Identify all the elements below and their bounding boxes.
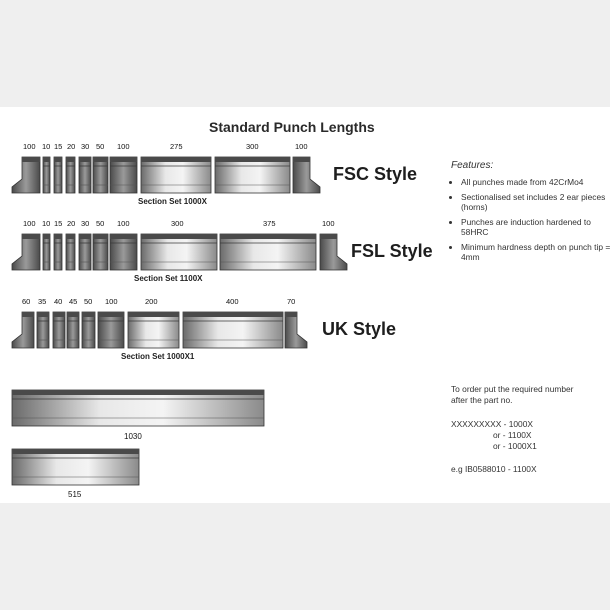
set-label: Section Set 1000X <box>138 197 207 206</box>
order-intro: To order put the required number after the part no. <box>451 384 574 405</box>
length-label: 100 <box>23 219 36 228</box>
feature-item: • Minimum hardness depth on punch tip = 4mm <box>461 242 610 263</box>
features-list <box>451 177 610 263</box>
order-example: e.g IB0588010 - 1100X <box>451 464 537 474</box>
length-label: 100 <box>295 142 308 151</box>
length-label: 60 <box>22 297 31 306</box>
punch-segment <box>66 157 75 193</box>
punch-segment <box>54 157 62 193</box>
length-label: 275 <box>170 142 183 151</box>
punch-segment <box>110 234 137 270</box>
style-name: FSC Style <box>333 164 418 184</box>
ear-piece-right <box>293 157 320 193</box>
length-label: 50 <box>96 142 105 151</box>
features-heading: Features: <box>451 160 494 171</box>
punch-segment <box>66 234 75 270</box>
set-label: Section Set 1100X <box>134 274 203 283</box>
length-label: 200 <box>145 297 158 306</box>
punch-segment <box>37 312 49 348</box>
punch-segment <box>215 157 290 193</box>
length-label: 20 <box>67 142 76 151</box>
punch-segment <box>98 312 124 348</box>
punch-segment <box>79 234 91 270</box>
length-label: 15 <box>54 142 63 151</box>
length-label: 10 <box>42 219 51 228</box>
ear-piece-left <box>12 234 40 270</box>
feature-item: • Punches are induction hardened to 58HRC <box>461 217 610 238</box>
length-label: 40 <box>54 297 63 306</box>
length-label: 10 <box>42 142 51 151</box>
catalog-sheet <box>0 107 610 503</box>
set-label: Section Set 1000X1 <box>121 352 195 361</box>
length-label: 300 <box>171 219 184 228</box>
length-label: 30 <box>81 142 90 151</box>
length-label: 100 <box>105 297 118 306</box>
length-label: 15 <box>54 219 63 228</box>
length-label: 35 <box>38 297 47 306</box>
style-name: FSL Style <box>351 241 433 261</box>
length-label: 30 <box>81 219 90 228</box>
ear-piece-right <box>285 312 307 348</box>
punch-segment <box>110 157 137 193</box>
length-label: 70 <box>287 297 296 306</box>
punch-segment <box>141 157 211 193</box>
punch-segment <box>54 234 62 270</box>
punch-segment <box>141 234 217 270</box>
punch-segment <box>67 312 79 348</box>
length-label: 50 <box>84 297 93 306</box>
order-line: or - 1000X1 <box>493 441 537 451</box>
length-label: 300 <box>246 142 259 151</box>
order-line: XXXXXXXXX - 1000X <box>451 419 533 429</box>
length-label: 20 <box>67 219 76 228</box>
feature-item: • All punches made from 42CrMo4 <box>461 177 610 188</box>
punch-segment <box>79 157 91 193</box>
length-label: 100 <box>322 219 335 228</box>
ear-piece-left <box>12 157 40 193</box>
length-label: 100 <box>23 142 36 151</box>
length-label-515: 515 <box>68 490 82 499</box>
length-label-1030: 1030 <box>124 432 142 441</box>
punch-segment <box>82 312 95 348</box>
punch-segment <box>12 390 264 426</box>
punch-segment <box>53 312 65 348</box>
length-label: 50 <box>96 219 105 228</box>
punch-segment <box>93 234 108 270</box>
feature-item: • Sectionalised set includes 2 ear pieces (horns) <box>461 192 610 213</box>
length-label: 400 <box>226 297 239 306</box>
page-title: Standard Punch Lengths <box>209 119 375 135</box>
punch-segment <box>183 312 283 348</box>
length-label: 100 <box>117 219 130 228</box>
ear-piece-left <box>12 312 34 348</box>
punch-segment <box>128 312 179 348</box>
length-label: 45 <box>69 297 78 306</box>
punch-segment <box>43 157 50 193</box>
punch-segment <box>220 234 316 270</box>
length-label: 375 <box>263 219 276 228</box>
punch-segment <box>93 157 108 193</box>
punch-segment <box>43 234 50 270</box>
length-label: 100 <box>117 142 130 151</box>
order-line: or - 1100X <box>493 430 532 440</box>
style-name: UK Style <box>322 319 397 339</box>
ear-piece-right <box>320 234 347 270</box>
punch-segment <box>12 449 139 485</box>
